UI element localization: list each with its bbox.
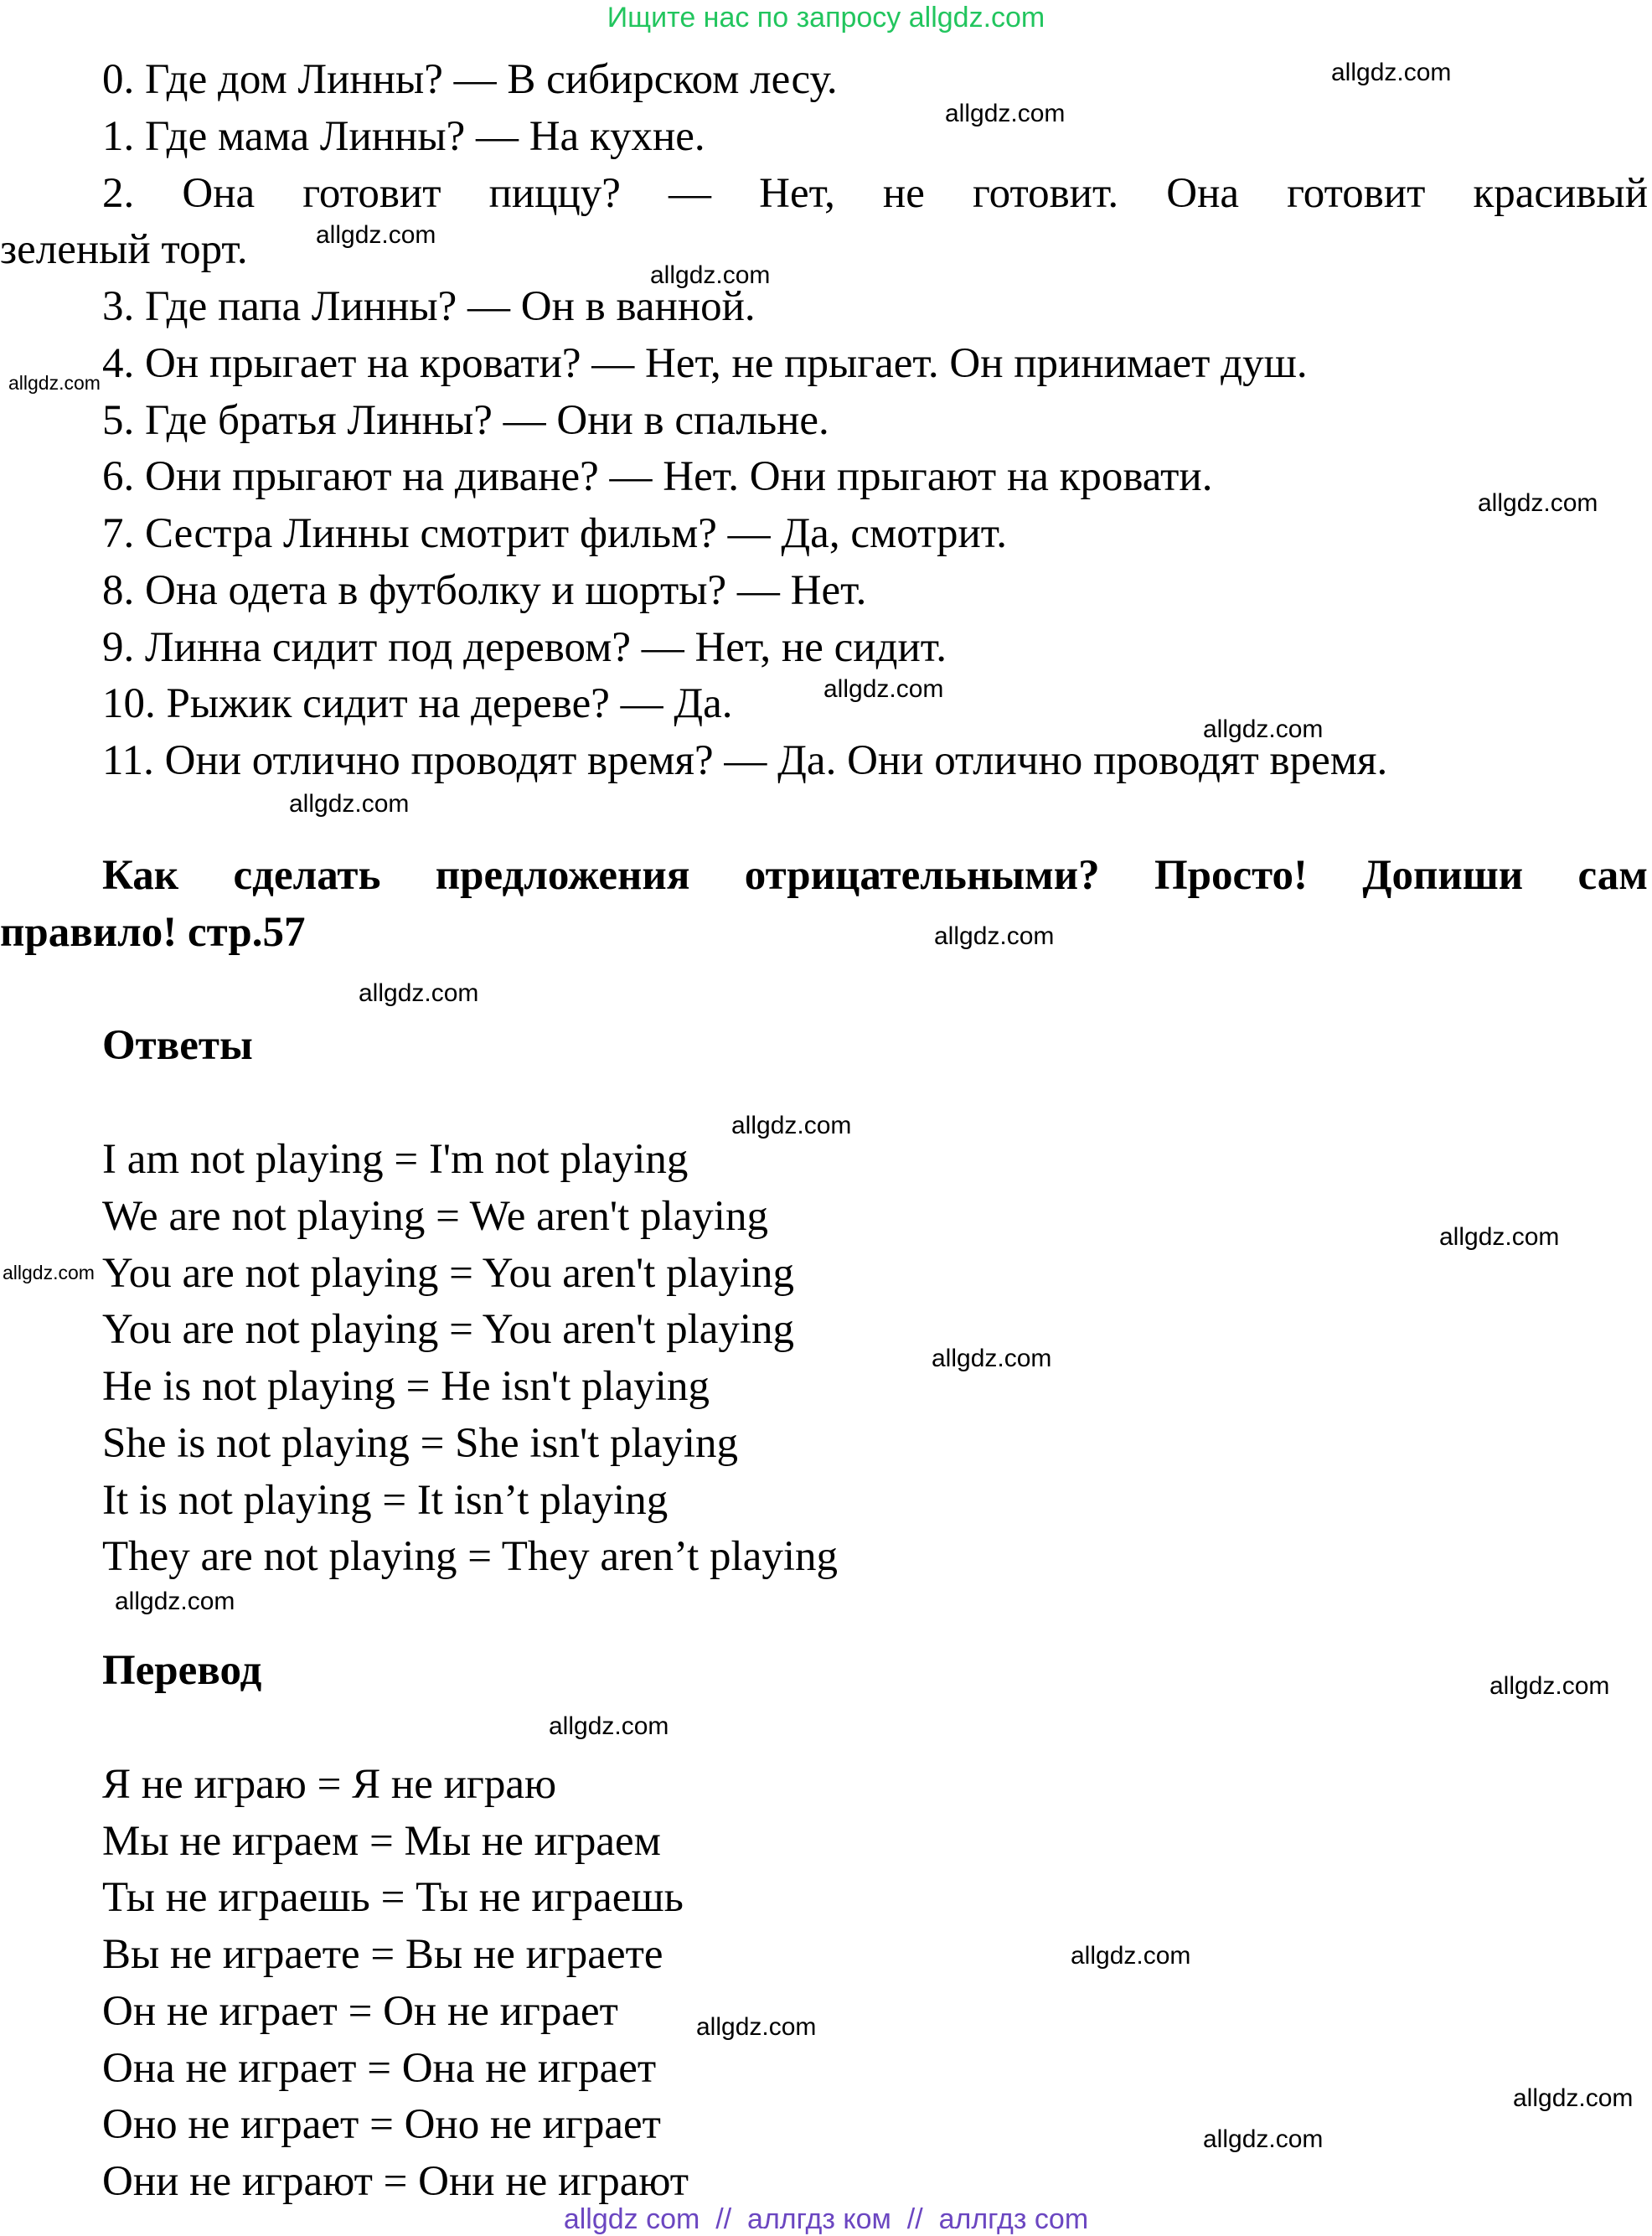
answer-en-line-5: He is not playing = He isn't playing bbox=[102, 1363, 710, 1410]
watermark: allgdz.com bbox=[731, 1112, 852, 1139]
watermark: allgdz.com bbox=[316, 221, 436, 249]
answer-en-line-4: You are not playing = You aren't playing bbox=[102, 1306, 795, 1353]
translation-line-4: Вы не играете = Вы не играете bbox=[102, 1931, 663, 1978]
watermark: allgdz.com bbox=[3, 1262, 95, 1283]
watermark: allgdz.com bbox=[1489, 1672, 1610, 1700]
watermark: allgdz.com bbox=[934, 922, 1055, 950]
bottom-site-banner[interactable]: allgdz com // аллгдз ком // аллгдз com bbox=[563, 2203, 1089, 2235]
watermark: allgdz.com bbox=[823, 675, 944, 703]
watermark: allgdz.com bbox=[289, 790, 410, 818]
translation-line-8: Они не играют = Они не играют bbox=[102, 2158, 689, 2205]
watermark: allgdz.com bbox=[1203, 715, 1324, 743]
watermark: allgdz.com bbox=[8, 372, 101, 394]
answer-line-11: 11. Они отлично проводят время? — Да. Они отлично проводят время. bbox=[102, 737, 1388, 784]
answer-line-4: 4. Он прыгает на кровати? — Нет, не прыгает. Он принимает душ. bbox=[102, 340, 1308, 387]
translation-line-6: Она не играет = Она не играет bbox=[102, 2045, 657, 2092]
answer-line-10: 10. Рыжик сидит на дереве? — Да. bbox=[102, 680, 733, 727]
watermark: allgdz.com bbox=[696, 2013, 817, 2041]
answer-en-line-1: I am not playing = I'm not playing bbox=[102, 1136, 689, 1183]
answer-en-line-2: We are not playing = We aren't playing bbox=[102, 1193, 768, 1240]
translation-line-7: Оно не играет = Оно не играет bbox=[102, 2101, 661, 2148]
task-heading-line-1: Как сделать предложения отрицательными? Просто! Допиши сам bbox=[102, 852, 1648, 899]
watermark: allgdz.com bbox=[1331, 59, 1452, 86]
answer-line-3: 3. Где папа Линны? — Он в ванной. bbox=[102, 283, 756, 330]
watermark: allgdz.com bbox=[932, 1345, 1052, 1372]
watermark: allgdz.com bbox=[1203, 2125, 1324, 2153]
translation-heading: Перевод bbox=[102, 1647, 262, 1694]
answer-line-2: 2. Она готовит пиццу? — Нет, не готовит. Она готовит красивый bbox=[102, 170, 1648, 217]
answer-line-6: 6. Они прыгают на диване? — Нет. Они прыгают на кровати. bbox=[102, 453, 1213, 500]
answer-en-line-8: They are not playing = They aren’t playing bbox=[102, 1533, 839, 1580]
answer-en-line-6: She is not playing = She isn't playing bbox=[102, 1420, 739, 1467]
answer-line-1: 1. Где мама Линны? — На кухне. bbox=[102, 113, 705, 160]
answer-line-7: 7. Сестра Линны смотрит фильм? — Да, смотрит. bbox=[102, 510, 1007, 557]
watermark: allgdz.com bbox=[945, 100, 1066, 127]
answer-line-2-cont: зеленый торт. bbox=[0, 226, 248, 273]
watermark: allgdz.com bbox=[1478, 489, 1598, 517]
answer-en-line-3: You are not playing = You aren't playing bbox=[102, 1250, 795, 1297]
answer-line-0: 0. Где дом Линны? — В сибирском лесу. bbox=[102, 56, 838, 103]
watermark: allgdz.com bbox=[115, 1588, 235, 1615]
translation-line-2: Мы не играем = Мы не играем bbox=[102, 1818, 661, 1865]
answer-line-8: 8. Она одета в футболку и шорты? — Нет. bbox=[102, 567, 867, 614]
translation-line-1: Я не играю = Я не играю bbox=[102, 1761, 557, 1808]
watermark: allgdz.com bbox=[1071, 1942, 1191, 1970]
answers-heading: Ответы bbox=[102, 1022, 253, 1069]
watermark: allgdz.com bbox=[549, 1712, 669, 1740]
watermark: allgdz.com bbox=[650, 261, 771, 289]
translation-line-5: Он не играет = Он не играет bbox=[102, 1988, 618, 2035]
watermark: allgdz.com bbox=[1439, 1223, 1560, 1251]
answer-en-line-7: It is not playing = It isn’t playing bbox=[102, 1477, 669, 1524]
top-search-banner[interactable]: Ищите нас по запросу allgdz.com bbox=[607, 2, 1045, 34]
watermark: allgdz.com bbox=[359, 979, 479, 1007]
translation-line-3: Ты не играешь = Ты не играешь bbox=[102, 1874, 684, 1921]
answer-line-5: 5. Где братья Линны? — Они в спальне. bbox=[102, 397, 829, 444]
answer-line-9: 9. Линна сидит под деревом? — Нет, не сидит. bbox=[102, 624, 947, 671]
task-heading-line-2: правило! стр.57 bbox=[0, 909, 306, 956]
watermark: allgdz.com bbox=[1513, 2084, 1634, 2112]
